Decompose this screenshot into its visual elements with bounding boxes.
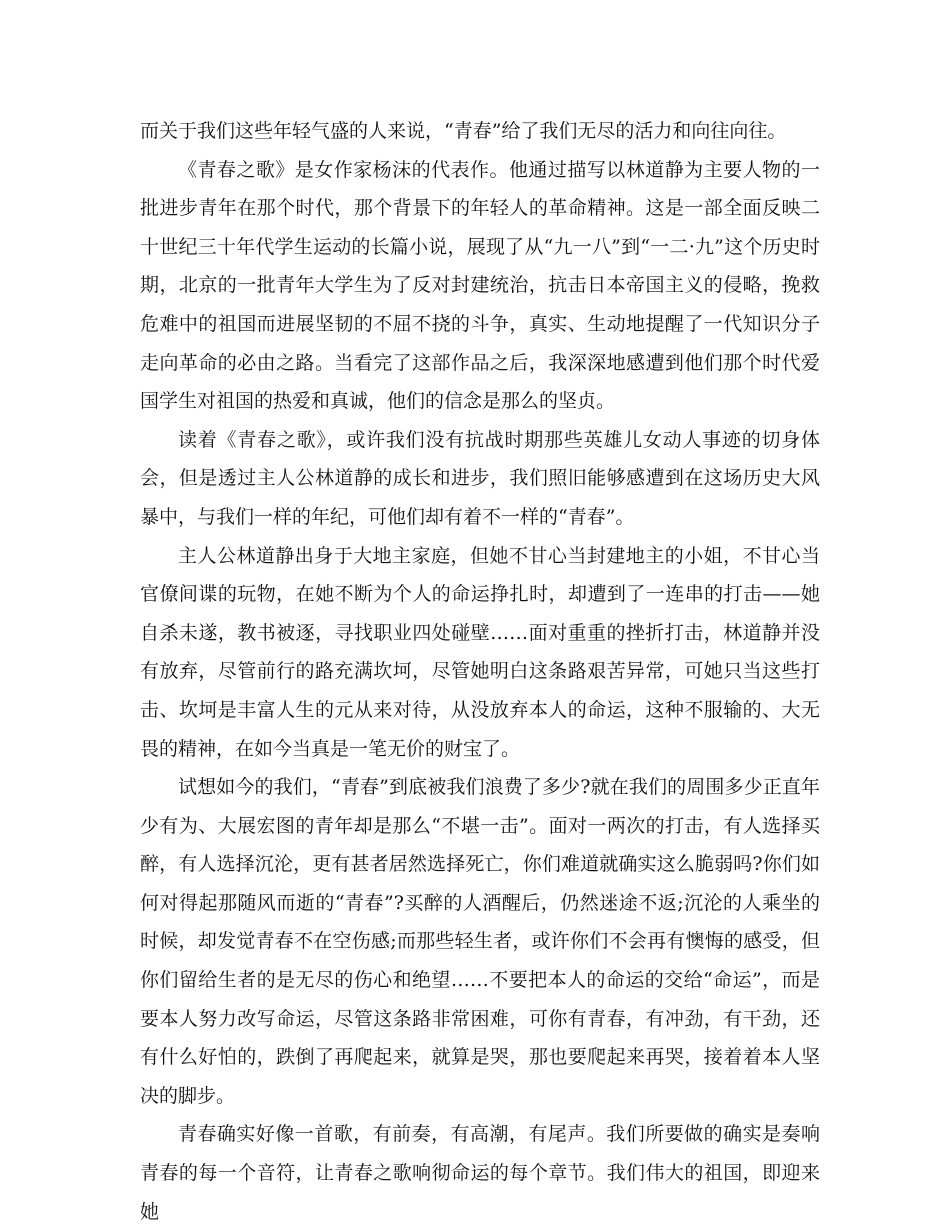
paragraph: 读着《青春之歌》，或许我们没有抗战时期那些英雄儿女动人事迹的切身体会，但是透过主人公林道静的成长和进步，我们照旧能够感遭到在这场历史大风暴中，与我们一样的年纪，可他们却有着不一样的“青春”。	[140, 428, 820, 528]
paragraph: 主人公林道静出身于大地主家庭，但她不甘心当封建地主的小姐，不甘心当官僚间谍的玩物，在她不断为个人的命运挣扎时，却遭到了一连串的打击——她自杀未遂，教书被逐，寻找职业四处碰壁……面对重重的挫折打击，林道静并没有放弃，尽管前行的路充满坎坷，尽管她明白这条路艰苦异常，可她只当这些打击、坎坷是丰富人生的元从来对待，从没放弃本人的命运，这种不服输的、大无畏的精神，在如今当真是一笔无价的财宝了。	[140, 544, 820, 760]
paragraph: 试想如今的我们，“青春”到底被我们浪费了多少?就在我们的周围多少正直年少有为、大展宏图的青年却是那么“不堪一击”。面对一两次的打击，有人选择买醉，有人选择沉沦，更有甚者居然选择死亡，你们难道就确实这么脆弱吗?你们如何对得起那随风而逝的“青春”?买醉的人酒醒后，仍然迷途不返;沉沦的人乘坐的时候，却发觉青春不在空伤感;而那些轻生者，或许你们不会再有懊悔的感受，但你们留给生者的是无尽的伤心和绝望……不要把本人的命运的交给“命运”，而是要本人努力改写命运，尽管这条路非常困难，可你有青春，有冲劲，有干劲，还有什么好怕的，跌倒了再爬起来，就算是哭，那也要爬起来再哭，接着着本人坚决的脚步。	[140, 776, 820, 1107]
document-body	[140, 112, 820, 1231]
paragraph: 而关于我们这些年轻气盛的人来说，“青春”给了我们无尽的活力和向往向往。	[140, 120, 787, 142]
paragraph: 《青春之歌》是女作家杨沫的代表作。他通过描写以林道静为主要人物的一批进步青年在那个时代，那个背景下的年轻人的革命精神。这是一部全面反映二十世纪三十年代学生运动的长篇小说，展现了从“九一八”到“一二·九”这个历史时期，北京的一批青年大学生为了反对封建统治，抗击日本帝国主义的侵略，挽救危难中的祖国而进展坚韧的不屈不挠的斗争，真实、生动地提醒了一代知识分子走向革命的必由之路。当看完了这部作品之后，我深深地感遭到他们那个时代爱国学生对祖国的热爱和真诚，他们的信念是那么的坚贞。	[140, 158, 820, 413]
paragraph: 青春确实好像一首歌，有前奏，有高潮，有尾声。我们所要做的确实是奏响青春的每一个音符，让青春之歌响彻命运的每个章节。我们伟大的祖国，即迎来她	[140, 1123, 820, 1223]
